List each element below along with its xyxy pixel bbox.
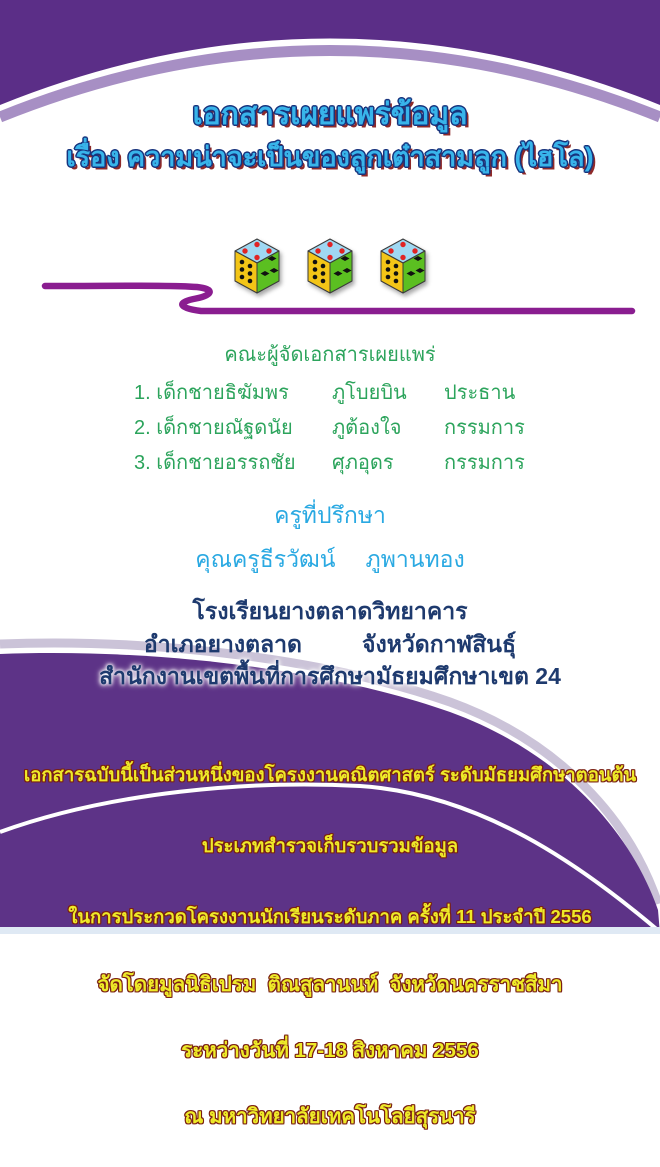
title-line-1: เอกสารเผยแพร่ข้อมูล <box>192 98 468 131</box>
school-location-line <box>0 628 660 661</box>
title-line-2: เรื่อง ความน่าจะเป็นของลูกเต๋าสามลูก (ไฮโล) <box>66 142 594 173</box>
dice-icon <box>234 238 280 294</box>
committee-member-row <box>134 452 526 474</box>
member-name: 3. เด็กชายอรรถชัย <box>134 452 296 474</box>
footer-line: ประเภทสำรวจเก็บรวบรวมข้อมูล <box>201 834 459 856</box>
footer-line: ณ มหาวิทยาลัยเทคโนโลยีสุรนารี <box>184 1104 476 1128</box>
member-role: ประธาน <box>444 382 516 404</box>
dice-icon <box>307 238 353 294</box>
member-surname: ภูโบยบิน <box>332 382 407 404</box>
committee-member-row <box>134 417 526 439</box>
member-surname: ภูต้องใจ <box>332 417 402 439</box>
school-name: โรงเรียนยางตลาดวิทยาคาร <box>192 598 468 624</box>
footer-line: จัดโดยมูลนิธิเปรม ติณสูลานนท์ จังหวัดนครราชสีมา <box>97 973 563 997</box>
advisor-heading: ครูที่ปรึกษา <box>274 502 386 528</box>
committee-member-row <box>134 382 526 404</box>
document-title <box>0 96 660 175</box>
committee-section <box>0 338 660 487</box>
member-role: กรรมการ <box>444 417 525 439</box>
advisor-name-line <box>0 542 660 578</box>
member-name: 1. เด็กชายธิฆัมพร <box>134 382 289 404</box>
dice-icon <box>380 238 426 294</box>
footer-line: เอกสารฉบับนี้เป็นส่วนหนึ่งของโครงงานคณิตศาสตร์ ระดับมัธยมศึกษาตอนต้น <box>23 764 637 785</box>
footer-section <box>0 722 660 1167</box>
committee-heading: คณะผู้จัดเอกสารเผยแพร่ <box>224 344 436 366</box>
school-province: จังหวัดกาฬสินธุ์ <box>361 630 517 657</box>
advisor-surname: ภูพานทอง <box>365 546 465 572</box>
footer-line: ระหว่างวันที่ 17-18 สิงหาคม 2556 <box>181 1039 479 1063</box>
dice-row <box>0 238 660 294</box>
member-surname: ศุภอุดร <box>332 452 394 474</box>
advisor-name: คุณครูธีรวัฒน์ <box>195 546 336 572</box>
member-role: กรรมการ <box>444 452 525 474</box>
member-name: 2. เด็กชายณัฐดนัย <box>134 417 293 439</box>
advisor-section <box>0 498 660 578</box>
school-district: อำเภอยางตลาด <box>143 630 302 657</box>
school-office: สำนักงานเขตพื้นที่การศึกษามัธยมศึกษาเขต 24 <box>99 663 561 690</box>
footer-line: ในการประกวดโครงงานนักเรียนระดับภาค ครั้งที่ 11 ประจำปี 2556 <box>68 905 592 927</box>
school-section <box>0 595 660 693</box>
